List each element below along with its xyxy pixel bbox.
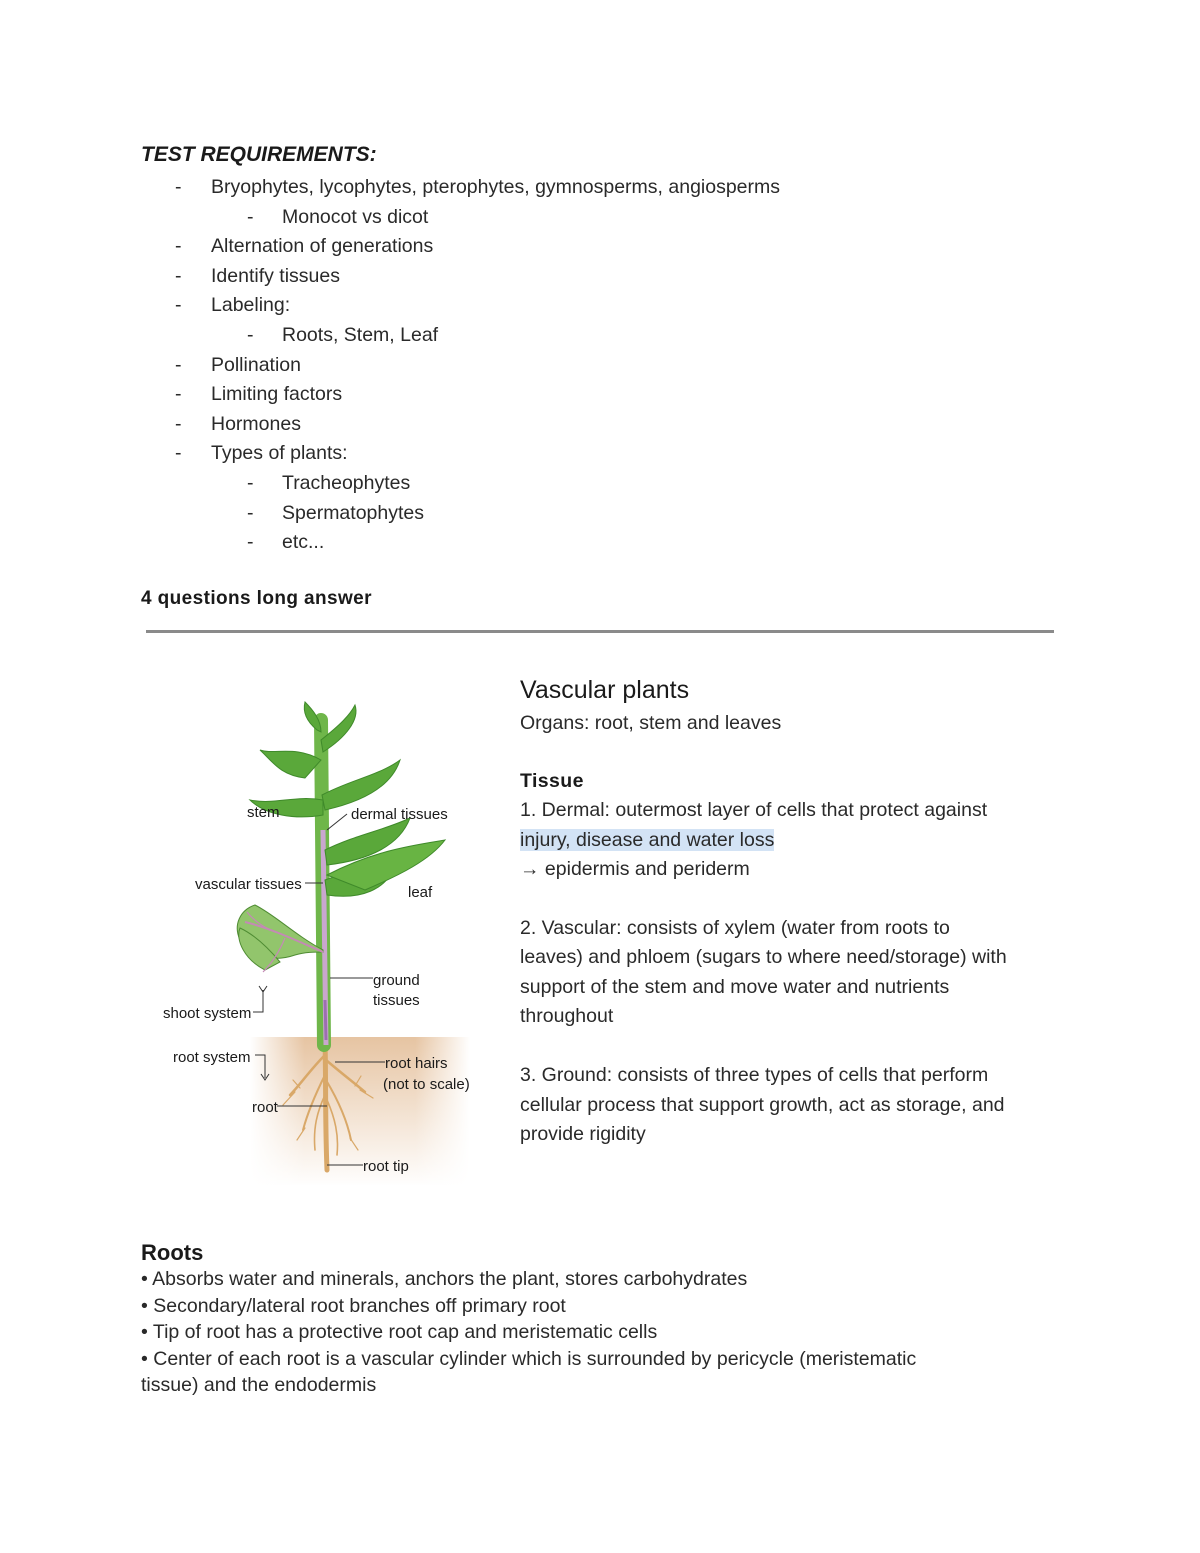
dash-marker: -	[247, 324, 254, 346]
label-ground: ground	[373, 972, 420, 989]
long-answer-note: 4 questions long answer	[141, 588, 372, 609]
requirement-text: Identify tissues	[211, 264, 340, 287]
dash-marker: -	[175, 176, 182, 198]
dermal-line-1: 1. Dermal: outermost layer of cells that protect against	[520, 799, 988, 821]
label-tissues: tissues	[373, 992, 420, 1009]
leaf-icon	[250, 702, 445, 896]
label-vascular-tissues: vascular tissues	[195, 876, 302, 893]
ground-line-1: 3. Ground: consists of three types of cells that perform	[520, 1064, 989, 1086]
roots-bullet-2: • Secondary/lateral root branches off primary root	[141, 1295, 566, 1317]
requirement-text: Alternation of generations	[211, 235, 434, 258]
leaf-left-icon	[237, 905, 323, 972]
label-root: root	[252, 1099, 278, 1116]
requirement-text: Roots, Stem, Leaf	[282, 324, 439, 346]
requirement-text: Monocot vs dicot	[282, 205, 429, 228]
requirement-text: Labeling:	[211, 294, 291, 317]
dash-marker: -	[247, 501, 254, 524]
ground-line-3: provide rigidity	[520, 1123, 646, 1145]
dash-marker: -	[247, 472, 254, 494]
label-leaf: leaf	[408, 884, 433, 901]
vascular-plants-title: Vascular plants	[520, 676, 690, 704]
dash-marker: -	[247, 531, 254, 554]
requirement-text: etc...	[282, 531, 325, 554]
roots-bullet-3: • Tip of root has a protective root cap and meristematic cells	[141, 1321, 658, 1343]
roots-bullet-1: • Absorbs water and minerals, anchors the plant, stores carbohydrates	[141, 1268, 748, 1290]
requirement-text: Types of plants:	[211, 442, 348, 465]
dash-marker: -	[175, 235, 182, 258]
horizontal-rule	[146, 630, 1054, 633]
requirement-text: Tracheophytes	[282, 472, 411, 494]
organs-line: Organs: root, stem and leaves	[520, 712, 782, 734]
dash-marker: -	[175, 383, 182, 406]
requirement-text: Bryophytes, lycophytes, pterophytes, gymnosperms, angiosperms	[211, 176, 781, 198]
dermal-line-3: → epidermis and periderm	[520, 858, 750, 880]
ground-line-2: cellular process that support growth, act as storage, and	[520, 1094, 1005, 1116]
vascular-line-4: throughout	[520, 1005, 614, 1027]
vascular-line-2: leaves) and phloem (sugars to where need/storage) with	[520, 946, 1007, 968]
dash-marker: -	[175, 412, 182, 435]
roots-bullet-4: • Center of each root is a vascular cylinder which is surrounded by pericycle (meristematic	[141, 1348, 917, 1370]
requirement-text: Pollination	[211, 353, 301, 376]
dash-marker: -	[175, 264, 182, 287]
dermal-line-2-highlight: injury, disease and water loss	[520, 829, 775, 851]
label-shoot-system: shoot system	[163, 1005, 252, 1022]
roots-bullet-4-cont: tissue) and the endodermis	[141, 1374, 377, 1396]
label-dermal-tissues: dermal tissues	[351, 806, 448, 823]
dash-marker: -	[175, 294, 182, 317]
plant-diagram	[155, 700, 485, 1185]
requirement-text: Spermatophytes	[282, 501, 424, 524]
label-root-system: root system	[173, 1049, 251, 1066]
dash-marker: -	[175, 442, 182, 465]
tissue-heading: Tissue	[520, 770, 584, 792]
vascular-line-3: support of the stem and move water and nutrients	[520, 976, 950, 998]
dash-marker: -	[175, 353, 182, 376]
label-root-tip: root tip	[363, 1158, 409, 1175]
label-not-to-scale: (not to scale)	[383, 1076, 470, 1093]
roots-title: Roots	[141, 1240, 204, 1265]
test-requirements-heading: TEST REQUIREMENTS:	[141, 143, 377, 166]
label-root-hairs: root hairs	[385, 1055, 448, 1072]
vascular-line-1: 2. Vascular: consists of xylem (water from roots to	[520, 917, 950, 939]
label-stem: stem	[247, 804, 280, 821]
dash-marker: -	[247, 205, 254, 228]
requirement-text: Limiting factors	[211, 383, 343, 406]
requirement-text: Hormones	[211, 412, 301, 435]
